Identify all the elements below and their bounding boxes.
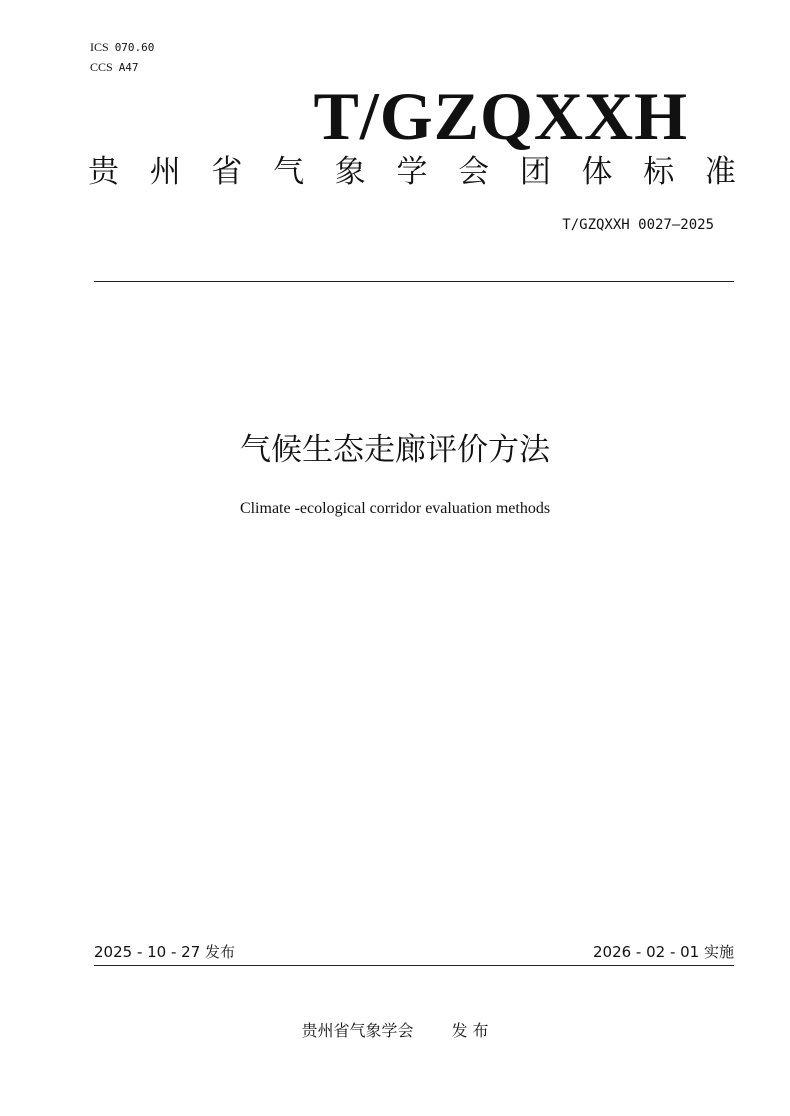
org-title-char: 气	[273, 154, 305, 190]
org-title-char: 标	[643, 154, 675, 190]
ics-code	[90, 40, 154, 55]
publisher-action: 发 布	[451, 1021, 489, 1040]
org-title-char: 象	[334, 154, 366, 190]
publisher-name: 贵州省气象学会	[301, 1021, 414, 1040]
org-title-char: 团	[519, 154, 551, 190]
org-title-char: 省	[211, 154, 243, 190]
ics-value: 070.60	[114, 41, 155, 54]
ccs-value: A47	[118, 61, 139, 74]
org-title-char: 体	[581, 154, 613, 190]
standard-number: T/GZQXXH 0027—2025	[562, 217, 714, 233]
ics-label: ICS	[90, 40, 109, 54]
ccs-label: CCS	[90, 60, 113, 74]
standard-mark: T/GZQXXH	[313, 78, 688, 154]
org-title-char: 贵	[88, 154, 119, 190]
org-title-char: 学	[396, 154, 428, 190]
publisher-line	[0, 1020, 790, 1042]
org-title-char: 准	[704, 154, 736, 190]
top-divider	[94, 281, 734, 282]
org-standard-title	[88, 150, 736, 194]
org-title-char: 州	[149, 154, 181, 190]
implement-date: 2026 - 02 - 01 实施	[592, 943, 734, 961]
bottom-divider	[94, 965, 734, 966]
document-title-chinese: 气候生态走廊评价方法	[240, 432, 550, 468]
publish-date: 2025 - 10 - 27 发布	[94, 943, 236, 961]
org-title-char: 会	[458, 154, 490, 190]
document-title-english: Climate -ecological corridor evaluation methods	[239, 500, 551, 517]
ccs-code	[90, 60, 139, 75]
